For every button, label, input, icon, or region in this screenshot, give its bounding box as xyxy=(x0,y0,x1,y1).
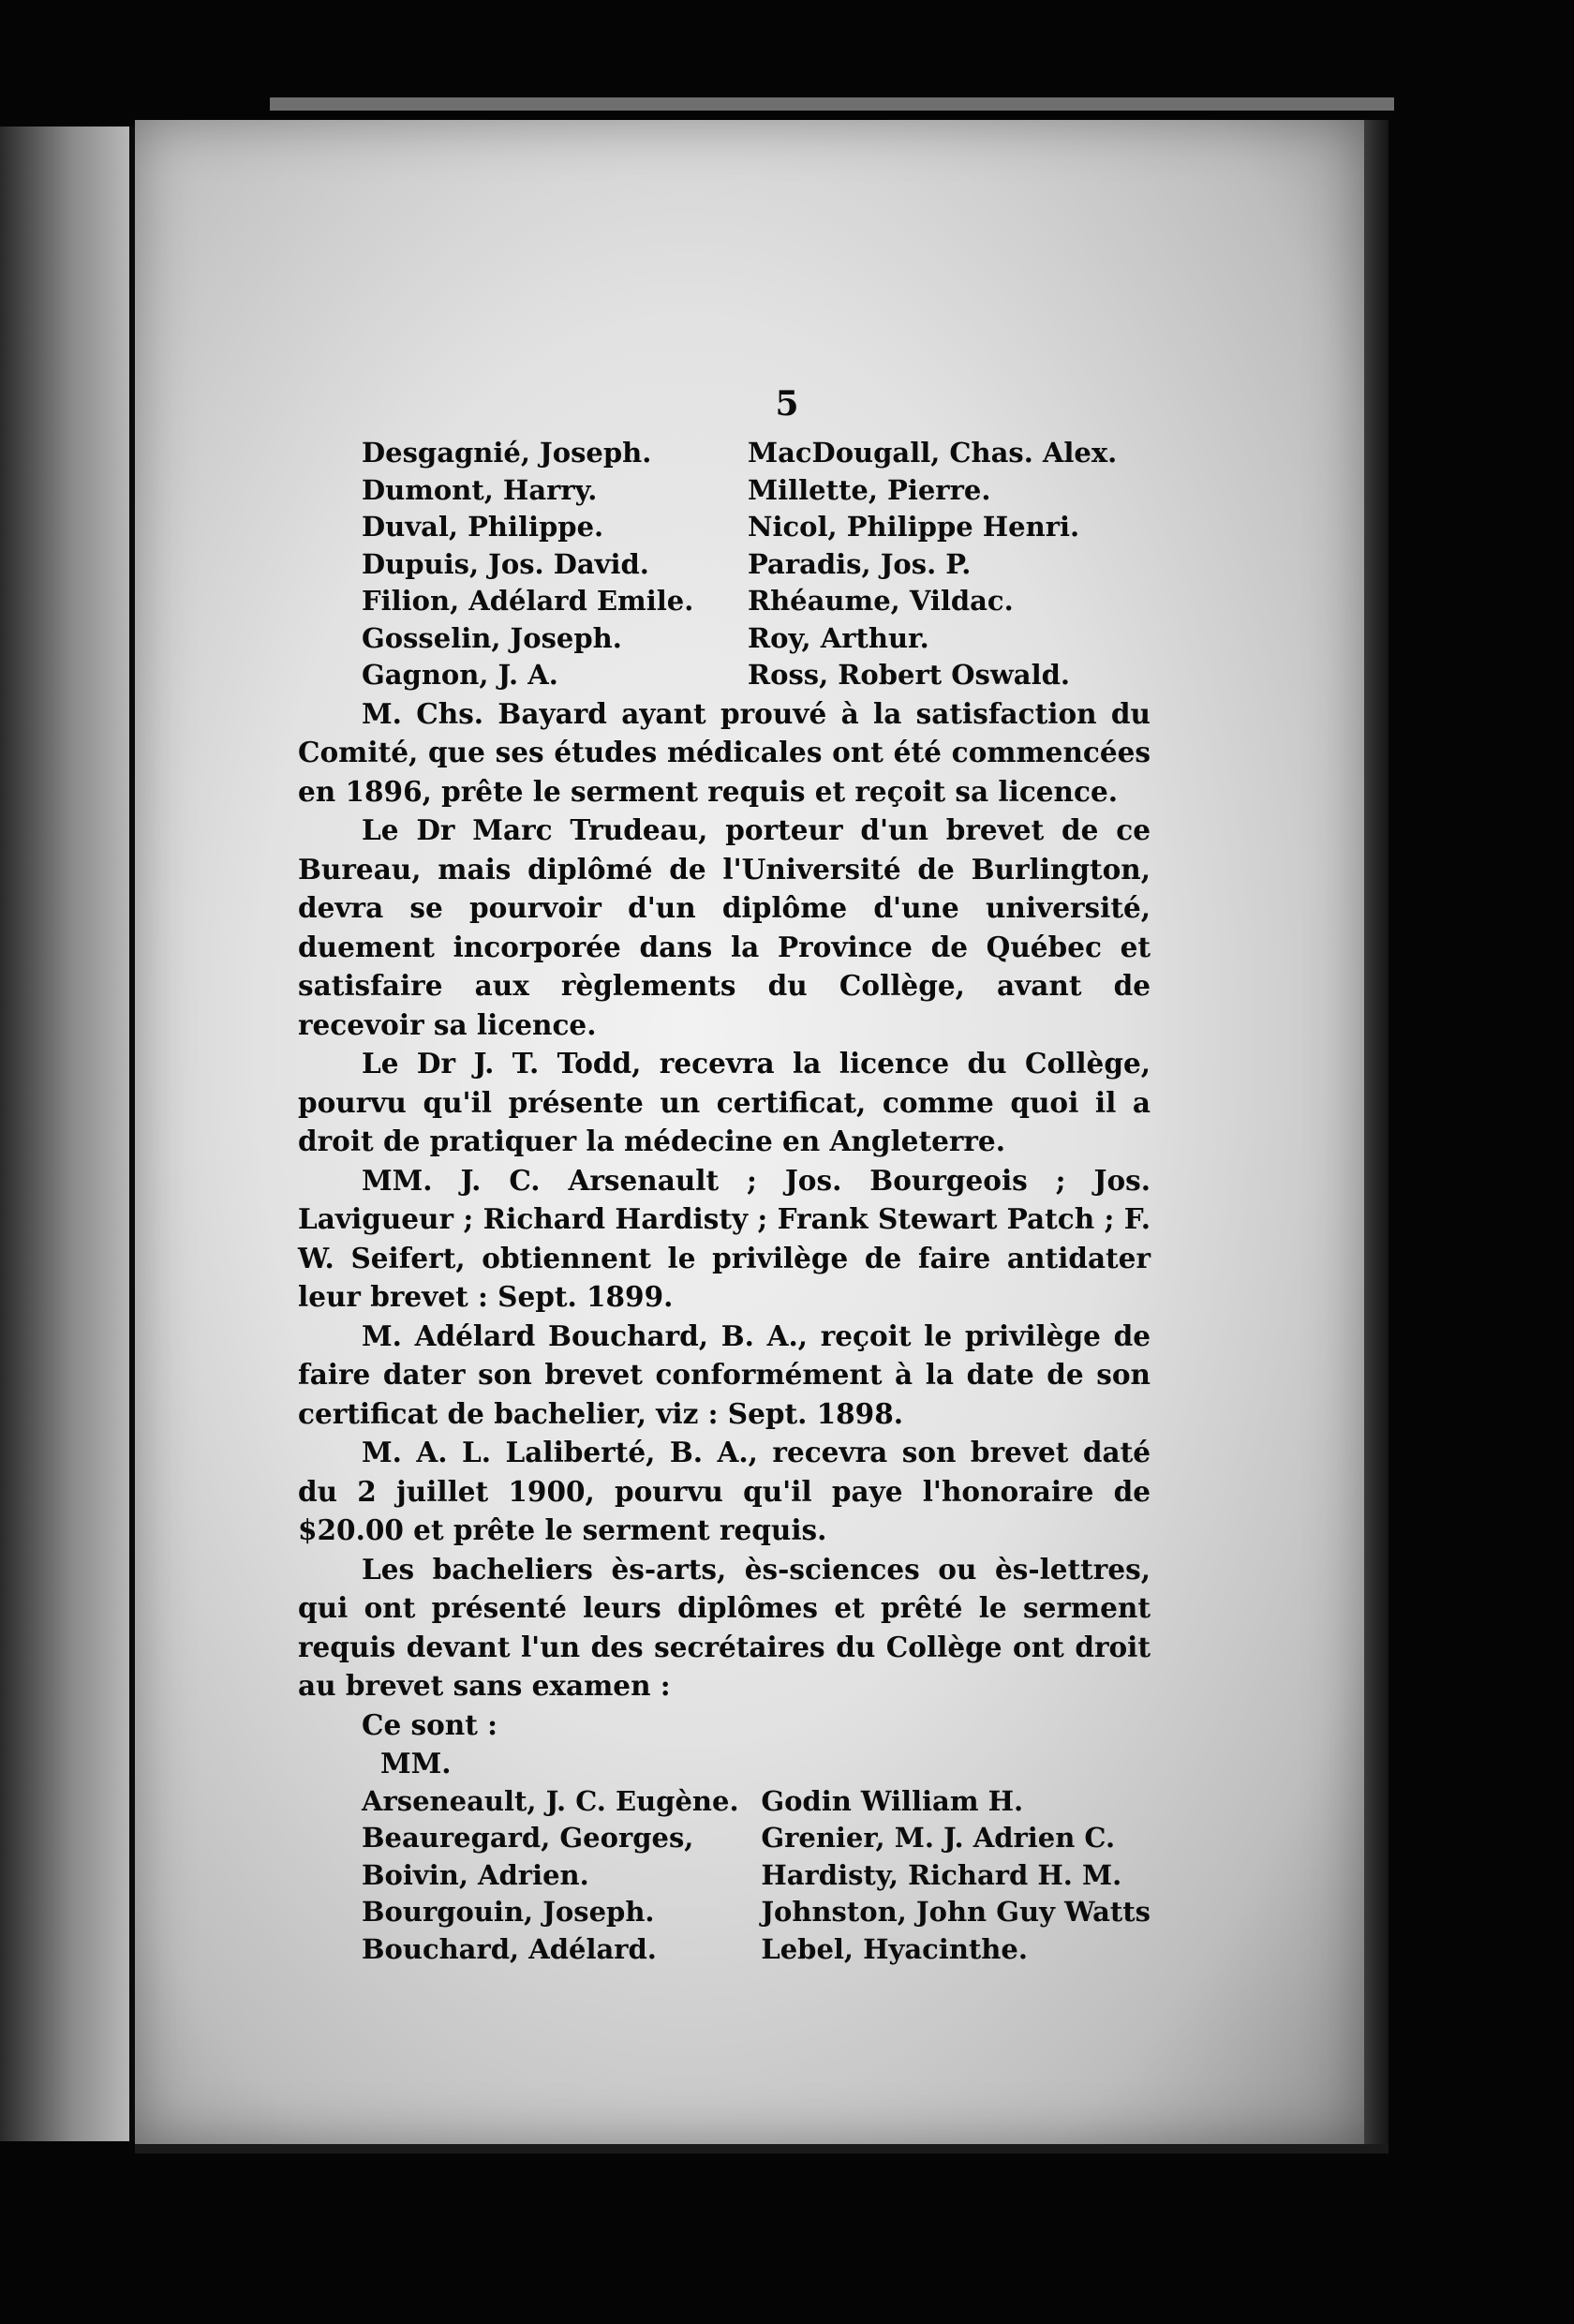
ce-sont-label: Ce sont : xyxy=(362,1707,498,1741)
name-column-left xyxy=(298,435,748,694)
list-item: Hardisty, Richard H. M. xyxy=(761,1858,1122,1891)
list-item: Arseneault, J. C. Eugène. xyxy=(362,1784,739,1817)
list-item: Roy, Arthur. xyxy=(748,621,929,654)
list-item: Paradis, Jos. P. xyxy=(748,547,972,580)
list-item: Ross, Robert Oswald. xyxy=(748,659,1070,691)
list-item: Gagnon, J. A. xyxy=(362,659,558,691)
page-content xyxy=(298,384,1151,1968)
paragraph-trudeau: Le Dr Marc Trudeau, porteur d'un brevet de ce Bureau, mais diplômé de l'Université de Burlington, devra se pourvoir d'un diplôme d'une université, duement incorporée dans la Province de Québec et satisfaire aux règlements du Collège, avant de recevoir sa licence. xyxy=(298,813,1151,1041)
list-item: Johnston, John Guy Watts xyxy=(761,1896,1151,1928)
paragraph-laliberte: M. A. L. Laliberté, B. A., recevra son brevet daté du 2 juillet 1900, pourvu qu'il paye l'honoraire de $20.00 et prête le serment requis. xyxy=(298,1436,1151,1546)
list-item: Boivin, Adrien. xyxy=(362,1858,589,1891)
list-item: Lebel, Hyacinthe. xyxy=(761,1932,1028,1965)
list-item: Dumont, Harry. xyxy=(362,473,598,506)
paragraph-bayard: M. Chs. Bayard ayant prouvé à la satisfaction du Comité, que ses études médicales ont été commencées en 1896, prête le serment requis et reçoit sa licence. xyxy=(298,696,1151,808)
paragraph-bouchard: M. Adélard Bouchard, B. A., reçoit le privilège de faire dater son brevet conformément à la date de son certificat de bachelier, viz : Sept. 1898. xyxy=(298,1318,1151,1430)
list-item: Grenier, M. J. Adrien C. xyxy=(761,1822,1116,1854)
page-top-edge xyxy=(270,97,1394,111)
mm-label: MM. xyxy=(380,1747,452,1780)
paragraph-todd: Le Dr J. T. Todd, recevra la licence du Collège, pourvu qu'il présente un certificat, comme quoi il a droit de pratiquer la médecine en Angleterre. xyxy=(298,1047,1151,1157)
list-item: Beauregard, Georges, xyxy=(362,1822,694,1854)
page-bottom-edge xyxy=(135,2144,1388,2153)
list-item: Bourgouin, Joseph. xyxy=(362,1896,655,1928)
page-number: 5 xyxy=(775,384,799,424)
paragraph-bacheliers: Les bacheliers ès-arts, ès-sciences ou ès-lettres, qui ont présenté leurs diplômes et prêté le serment requis devant l'un des secrétaires du Collège ont droit au brevet sans examen : xyxy=(298,1552,1151,1702)
list-item: Millette, Pierre. xyxy=(748,473,991,506)
list-item: Filion, Adélard Emile. xyxy=(362,585,694,617)
name-list-top xyxy=(298,435,1151,694)
list-item: Rhéaume, Vildac. xyxy=(748,585,1014,617)
list-item: Nicol, Philippe Henri. xyxy=(748,511,1080,543)
left-page-edge xyxy=(0,127,131,2141)
list-item: Gosselin, Joseph. xyxy=(362,621,622,654)
list-item: Desgagnié, Joseph. xyxy=(362,437,652,469)
list-item: MacDougall, Chas. Alex. xyxy=(748,437,1118,469)
list-item: Godin William H. xyxy=(761,1784,1024,1817)
paragraph-antidater: MM. J. C. Arsenault ; Jos. Bourgeois ; Jos. Lavigueur ; Richard Hardisty ; Frank Stewart Patch ; F. W. Seifert, obtiennent le privilège de faire antidater leur brevet : Sept. 1899. xyxy=(298,1163,1151,1313)
list-item: Bouchard, Adélard. xyxy=(362,1932,657,1965)
list-item: Dupuis, Jos. David. xyxy=(362,547,649,580)
page-right-edge xyxy=(1364,120,1388,2144)
name-list-bottom xyxy=(298,1783,1151,1969)
list-item: Duval, Philippe. xyxy=(362,511,604,543)
name-column-left xyxy=(298,1783,761,1969)
name-column-right xyxy=(761,1783,1151,1969)
name-column-right xyxy=(748,435,1151,694)
